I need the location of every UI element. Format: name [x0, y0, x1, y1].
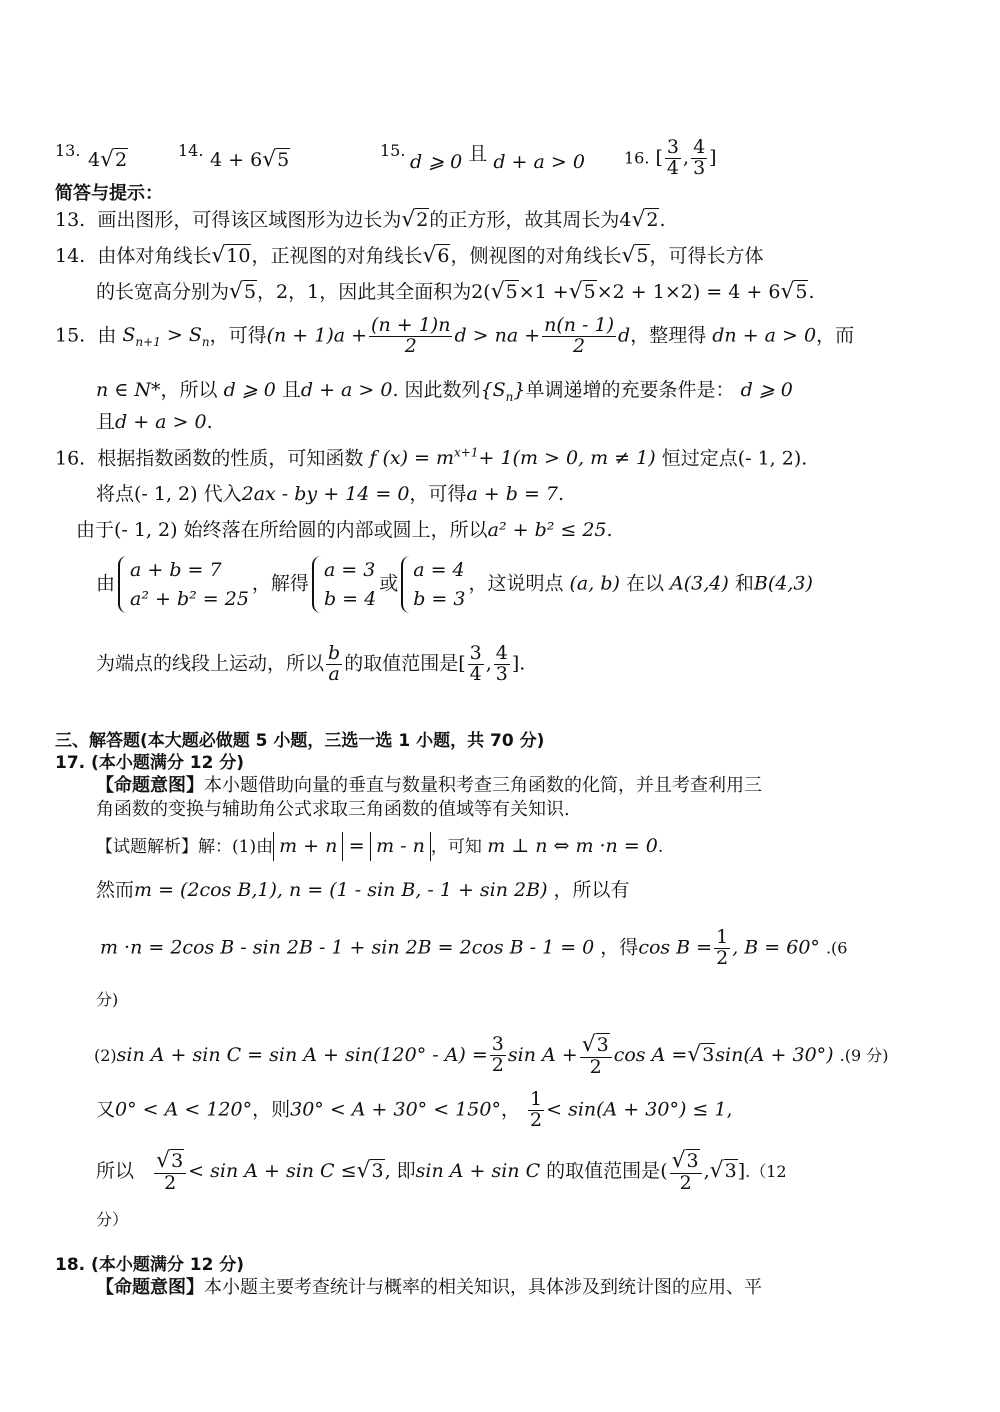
- hint-15-line2: n ∈ N*，所以 d ⩾ 0 且d + a > 0. 因此数列$\{S_n\}$单调递增的充要条件是： d ⩾ 0: [96, 379, 793, 404]
- hint-14-line2: 的长宽高分别为√5，2，1，因此其全面积为2(√5×1 +√5×2 + 1×2) = 4 + 6√5.: [96, 279, 815, 304]
- hint-16-line1: 16. 根据指数函数的性质，可知函数 f $(x) = m^{x+1}+ 1(m > 0$, m ≠ 1) 恒过定点(- 1, 2).: [55, 446, 808, 470]
- q17-line-c2: 分): [96, 990, 119, 1009]
- q17-intent-line2: 角函数的变换与辅助角公式求取三角函数的值域等有关知识.: [96, 799, 570, 820]
- q17-line-f: 所以 $\frac{√3}{2}$ < sin A + sin C ≤√3, 即sin A + sin C 的取值范围是( $\frac{√3}{2}$ ,√3].（12: [96, 1148, 787, 1194]
- equation-system-3: a = 4 b = 3: [401, 556, 465, 613]
- hint-15-line3: 且d + a > 0.: [96, 411, 213, 433]
- equation-system-1: a + b = 7 a² + b² = 25: [118, 556, 249, 613]
- q18-intent-line1: 【命题意图】本小题主要考查统计与概率的相关知识，具体涉及到统计图的应用、平: [96, 1277, 762, 1298]
- q18-header: 18. (本小题满分 12 分): [55, 1255, 245, 1275]
- q17-line-c: m ·n = 2cos B - sin 2B - 1 + sin 2B = 2cos B - 1 = 0 ，得cos B = $\frac{1}{2}$ , B = 60° .(6: [100, 926, 848, 969]
- sqrt-2: √2: [100, 147, 128, 172]
- answers-row: [55, 138, 80, 163]
- answer-14-value: 4 + 6√5: [210, 147, 290, 172]
- answer-15-value: d ⩾ 0 且 d + a > 0: [410, 143, 585, 173]
- hint-16-line5: 为端点的线段上运动，所以 $\frac{b}{a}$ 的取值范围是[ $\frac{3}{4}$ , $\frac{4}{3}$ ].: [96, 642, 526, 685]
- q17-line-e: 又0° < A < 120°，则30° < A + 30° < 150°， $\frac{1}{2}$ < sin(A + 30°) ≤ 1,: [96, 1088, 733, 1131]
- hint-16-line2: 将点(- 1, 2) 代入2ax - by + 14 = 0，可得a + b = 7.: [96, 483, 565, 505]
- answer-13-number: 13.: [55, 141, 81, 160]
- section-3-title: 三、解答题(本大题必做题 5 小题，三选一选 1 小题，共 70 分): [55, 731, 545, 751]
- equation-system-2: a = 3 b = 4: [312, 556, 376, 613]
- q17-intent-line1: 【命题意图】本小题借助向量的垂直与数量积考查三角函数的化简，并且考查利用三: [96, 775, 762, 796]
- q17-analysis-line1: 【试题解析】解：(1)由 m + n = m - n ，可知 m ⊥ n ⇔ m ·n = 0.: [96, 832, 663, 861]
- hint-14-line1: 14. 由体对角线长√10，正视图的对角线长√6，侧视图的对角线长√5，可得长方体: [55, 243, 764, 268]
- hint-15-line1: 15. 由 $S_{n+1} > S_n$，可得(n + 1)a + $\frac{(n + 1)n}{2}$ d > na + $\frac{n(n - 1)}{2}$ d，整理得 dn + a > 0，而: [55, 314, 855, 357]
- q17-line-b: 然而m = (2cos B,1), n = (1 - sin B, - 1 + sin 2B) ，所以有: [96, 879, 630, 901]
- answer-14: 14.: [178, 141, 204, 160]
- q17-header: 17. (本小题满分 12 分): [55, 753, 245, 773]
- answer-13: 4√2: [88, 146, 128, 174]
- answer-16: 16. [ $\frac{3}{4}$ , $\frac{4}{3}$ ]: [624, 136, 717, 179]
- q17-line-d: (2)sin A + sin C = sin A + sin(120° - A) = $\frac{3}{2}$ sin A + $\frac{√3}{2}$ cos A =√3sin(A + 30°) .(9 分): [94, 1032, 889, 1078]
- hints-heading: 简答与提示：: [55, 183, 163, 204]
- q17-line-f2: 分）: [96, 1210, 129, 1229]
- hint-13: 13. 画出图形，可得该区域图形为边长为√2的正方形，故其周长为4√2.: [55, 207, 666, 232]
- hint-16-line3: 由于(- 1, 2) 始终落在所给圆的内部或圆上，所以a² + b² ≤ 25.: [76, 519, 613, 541]
- answer-15: 15.: [380, 141, 406, 160]
- hint-16-line4: 由 a + b = 7 a² + b² = 25 ，解得 a = 3 b = 4 或 a = 4 b = 3 ，这说明点 (a, b) 在以 A(3,4) 和B(4,3): [96, 556, 813, 613]
